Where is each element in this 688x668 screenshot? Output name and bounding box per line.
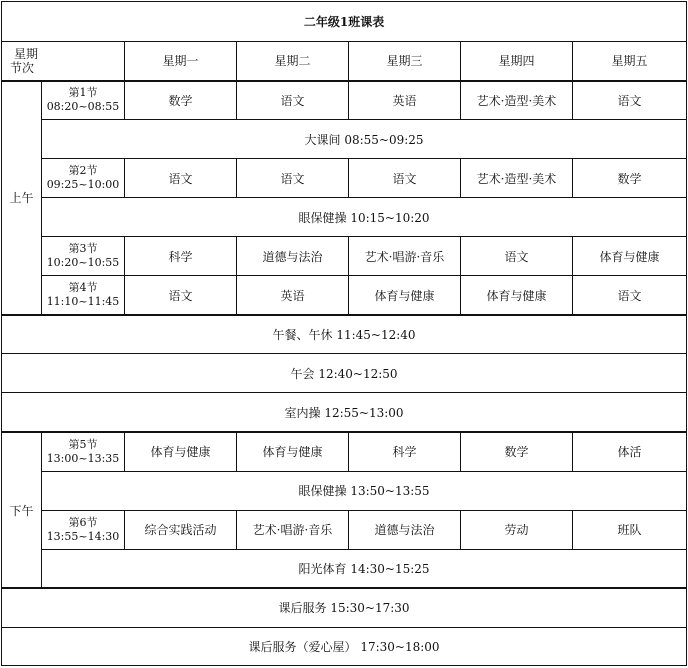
subject-cell: 语文 <box>461 237 573 276</box>
subject-cell: 语文 <box>573 81 687 120</box>
subject-cell: 数学 <box>125 81 237 120</box>
big-break-cell: 大课间 08:55~09:25 <box>42 120 687 159</box>
period-time: 11:10~11:45 <box>46 295 120 309</box>
break-row <box>2 549 687 588</box>
period-label-6 <box>42 510 125 549</box>
period-row-6 <box>2 510 687 549</box>
subject-cell: 体活 <box>573 432 687 471</box>
period-name: 第5节 <box>68 437 98 451</box>
subject-cell: 道德与法治 <box>349 510 461 549</box>
period-label-1 <box>42 81 125 120</box>
period-name: 第6节 <box>68 515 98 529</box>
subject-cell: 语文 <box>237 159 349 198</box>
subject-cell: 语文 <box>573 276 687 315</box>
morning-label: 上午 <box>2 81 42 315</box>
subject-cell: 艺术·唱游·音乐 <box>237 510 349 549</box>
subject-cell: 语文 <box>125 276 237 315</box>
period-time: 09:25~10:00 <box>46 178 120 192</box>
header-row <box>2 42 687 81</box>
subject-cell: 数学 <box>573 159 687 198</box>
period-name: 第1节 <box>68 86 98 100</box>
period-name: 第2节 <box>68 164 98 178</box>
subject-cell: 综合实践活动 <box>125 510 237 549</box>
break-row <box>2 393 687 432</box>
subject-cell: 班队 <box>573 510 687 549</box>
period-row-1 <box>2 81 687 120</box>
break-row <box>2 354 687 393</box>
title-row <box>2 2 687 42</box>
day-header-wed: 星期三 <box>349 42 461 81</box>
subject-cell: 艺术·造型·美术 <box>461 81 573 120</box>
eye-exercise-pm-cell: 眼保健操 13:50~13:55 <box>42 471 687 510</box>
subject-cell: 体育与健康 <box>349 276 461 315</box>
period-name: 第3节 <box>68 242 98 256</box>
subject-cell: 英语 <box>237 276 349 315</box>
corner-header-cell <box>2 42 125 81</box>
after-school-service-cell: 课后服务 15:30~17:30 <box>2 588 687 627</box>
subject-cell: 艺术·唱游·音乐 <box>349 237 461 276</box>
break-row <box>2 315 687 354</box>
indoor-exercise-cell: 室内操 12:55~13:00 <box>2 393 687 432</box>
subject-cell: 体育与健康 <box>125 432 237 471</box>
subject-cell: 语文 <box>237 81 349 120</box>
period-time: 13:00~13:35 <box>46 451 120 465</box>
subject-cell: 语文 <box>125 159 237 198</box>
break-row <box>2 471 687 510</box>
day-header-fri: 星期五 <box>573 42 687 81</box>
break-row <box>2 627 687 665</box>
period-row-5 <box>2 432 687 471</box>
period-label-4 <box>42 276 125 315</box>
period-label-5 <box>42 432 125 471</box>
period-time: 10:20~10:55 <box>46 256 120 270</box>
subject-cell: 数学 <box>461 432 573 471</box>
sunshine-sports-cell: 阳光体育 14:30~15:25 <box>42 549 687 588</box>
subject-cell: 英语 <box>349 81 461 120</box>
noon-meeting-cell: 午会 12:40~12:50 <box>2 354 687 393</box>
day-header-thu: 星期四 <box>461 42 573 81</box>
lunch-cell: 午餐、午休 11:45~12:40 <box>2 315 687 354</box>
subject-cell: 体育与健康 <box>461 276 573 315</box>
break-row <box>2 588 687 627</box>
subject-cell: 道德与法治 <box>237 237 349 276</box>
afternoon-label: 下午 <box>2 432 42 588</box>
subject-cell: 语文 <box>349 159 461 198</box>
period-label-3 <box>42 237 125 276</box>
after-school-love-house-cell: 课后服务（爱心屋） 17:30~18:00 <box>2 627 687 665</box>
period-row-3 <box>2 237 687 276</box>
day-header-tue: 星期二 <box>237 42 349 81</box>
day-header-mon: 星期一 <box>125 42 237 81</box>
period-row-4 <box>2 276 687 315</box>
period-row-2 <box>2 159 687 198</box>
subject-cell: 劳动 <box>461 510 573 549</box>
break-row <box>2 198 687 237</box>
period-label-2 <box>42 159 125 198</box>
schedule-title: 二年级1班课表 <box>2 2 687 42</box>
subject-cell: 科学 <box>349 432 461 471</box>
class-schedule-table <box>1 1 687 666</box>
corner-period-label: 节次 <box>10 60 35 75</box>
period-time: 08:20~08:55 <box>46 100 120 114</box>
period-time: 13:55~14:30 <box>46 529 120 543</box>
break-row <box>2 120 687 159</box>
period-name: 第4节 <box>68 281 98 295</box>
subject-cell: 体育与健康 <box>237 432 349 471</box>
eye-exercise-am-cell: 眼保健操 10:15~10:20 <box>42 198 687 237</box>
subject-cell: 艺术·造型·美术 <box>461 159 573 198</box>
corner-weekday-label: 星期 <box>14 46 39 61</box>
subject-cell: 科学 <box>125 237 237 276</box>
subject-cell: 体育与健康 <box>573 237 687 276</box>
